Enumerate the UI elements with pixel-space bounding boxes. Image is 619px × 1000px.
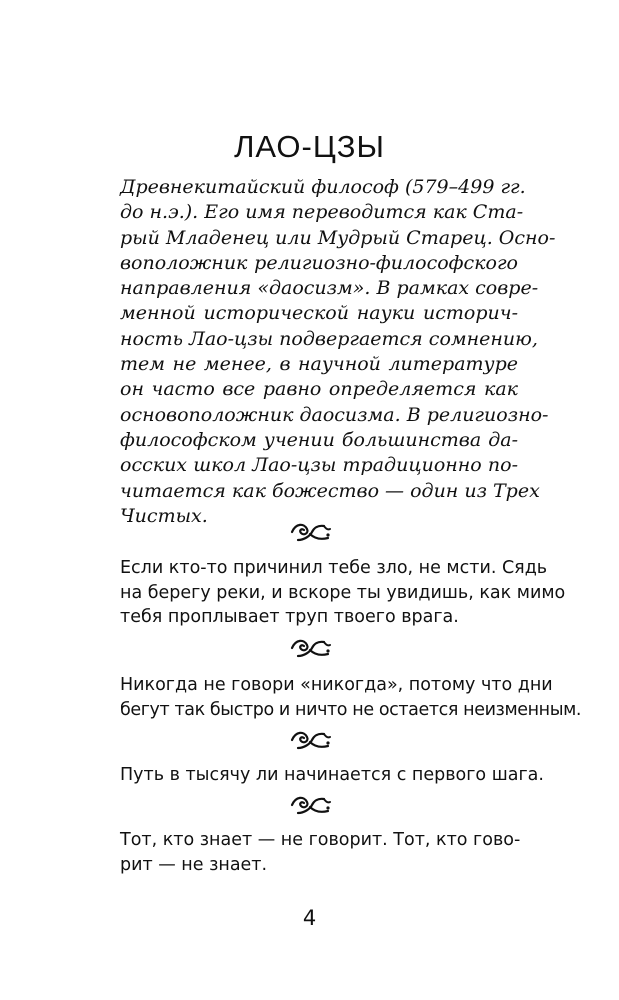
fleuron-ornament-icon	[0, 728, 619, 754]
intro-line: Чистых.	[120, 504, 208, 527]
intro-line: он часто все равно определяется как	[120, 378, 518, 401]
intro-line: Древнекитайский философ (579–499 гг.	[120, 176, 526, 198]
quote-line: Если кто-то причинил тебе зло, не мсти. Сядь	[120, 558, 548, 578]
intro-line: читается как божество — один из Трех	[120, 479, 540, 502]
page-title: ЛАО-ЦЗЫ	[234, 128, 385, 164]
fleuron-ornament-icon	[0, 520, 619, 546]
quote-paragraph	[120, 763, 544, 788]
intro-line: основоположник даосизма. В религиозно-	[120, 403, 549, 426]
quote-paragraph	[120, 556, 566, 630]
intro-paragraph	[120, 175, 556, 529]
quote-paragraph	[120, 673, 582, 722]
intro-line: рый Младенец или Мудрый Старец. Осно-	[120, 226, 556, 249]
intro-line: направления «даосизм». В рамках совре-	[120, 277, 539, 300]
quote-paragraph	[120, 828, 521, 877]
intro-line: философском учении большинства да-	[120, 428, 518, 451]
quote-line: бегут так быстро и ничто не остается неизменным.	[120, 699, 582, 720]
quote-line: Тот, кто знает — не говорит. Тот, кто гово-	[120, 830, 521, 850]
fleuron-ornament-icon	[0, 636, 619, 662]
intro-line: менной исторической науки историч-	[120, 302, 518, 325]
intro-line: осских школ Лао-цзы традиционно по-	[120, 454, 518, 477]
quote-line: Путь в тысячу ли начинается с первого шага.	[120, 765, 544, 785]
intro-line: воположник религиозно-философского	[120, 251, 518, 274]
quote-line: на берегу реки, и вскоре ты увидишь, как мимо	[120, 582, 566, 603]
quote-line: рит — не знает.	[120, 854, 268, 875]
fleuron-ornament-icon	[0, 793, 619, 819]
intro-line: до н.э.). Его имя переводится как Ста-	[120, 201, 524, 224]
intro-line: ность Лао-цзы подвергается сомнению,	[120, 327, 538, 350]
quote-line: тебя проплывает труп твоего врага.	[120, 607, 459, 627]
page-number: 4	[302, 906, 317, 930]
intro-line: тем не менее, в научной литературе	[120, 353, 518, 376]
quote-line: Никогда не говори «никогда», потому что дни	[120, 675, 553, 695]
